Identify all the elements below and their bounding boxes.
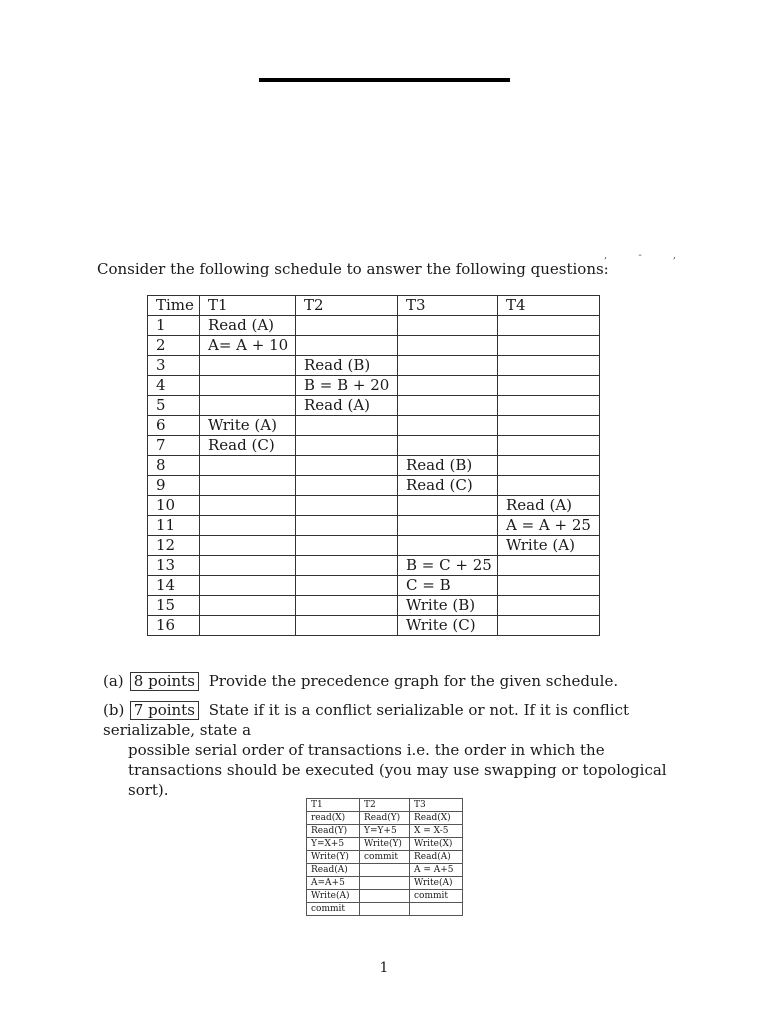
schedule-header-row — [148, 296, 600, 316]
schedule-cell: 11 — [148, 516, 200, 536]
schedule-cell — [398, 516, 498, 536]
schedule-cell — [498, 556, 600, 576]
second-schedule-row — [307, 838, 463, 851]
schedule-cell: 15 — [148, 596, 200, 616]
question-a-points: 8 points — [130, 672, 199, 691]
second-schedule-cell: Y=Y+5 — [360, 825, 410, 838]
schedule-header-cell: T2 — [296, 296, 398, 316]
schedule-row — [148, 416, 600, 436]
schedule-table — [147, 295, 600, 636]
second-schedule-row — [307, 864, 463, 877]
schedule-cell — [498, 456, 600, 476]
schedule-cell — [296, 556, 398, 576]
schedule-row — [148, 396, 600, 416]
second-schedule-cell: Read(Y) — [307, 825, 360, 838]
second-schedule-cell — [360, 877, 410, 890]
second-schedule-header-cell: T3 — [410, 799, 463, 812]
schedule-cell — [296, 516, 398, 536]
schedule-cell: B = B + 20 — [296, 376, 398, 396]
second-schedule-cell — [360, 890, 410, 903]
schedule-cell: Read (A) — [498, 496, 600, 516]
schedule-row — [148, 496, 600, 516]
schedule-cell — [200, 376, 296, 396]
second-schedule-row — [307, 903, 463, 916]
schedule-cell: Write (A) — [200, 416, 296, 436]
schedule-cell — [296, 336, 398, 356]
schedule-cell — [498, 316, 600, 336]
second-schedule-header-cell: T2 — [360, 799, 410, 812]
schedule-cell: Write (B) — [398, 596, 498, 616]
second-schedule-row — [307, 877, 463, 890]
schedule-cell — [200, 576, 296, 596]
schedule-cell — [296, 476, 398, 496]
schedule-cell: 3 — [148, 356, 200, 376]
second-schedule-cell — [360, 864, 410, 877]
second-schedule-cell: read(X) — [307, 812, 360, 825]
question-b-points: 7 points — [130, 701, 199, 720]
schedule-row — [148, 376, 600, 396]
schedule-header-cell: T3 — [398, 296, 498, 316]
schedule-cell — [296, 616, 398, 636]
header-rule — [259, 78, 510, 82]
question-b-text: State if it is a conflict serializable or not. If it is conflict serializable, state a — [103, 701, 630, 739]
question-b — [103, 700, 693, 800]
schedule-cell — [398, 316, 498, 336]
schedule-header-cell: T4 — [498, 296, 600, 316]
schedule-cell — [296, 496, 398, 516]
schedule-cell — [398, 496, 498, 516]
schedule-header-cell: Time — [148, 296, 200, 316]
schedule-cell: 1 — [148, 316, 200, 336]
second-schedule-cell — [410, 903, 463, 916]
schedule-cell: Read (A) — [296, 396, 398, 416]
second-schedule-cell: commit — [360, 851, 410, 864]
schedule-cell: 12 — [148, 536, 200, 556]
schedule-cell — [296, 536, 398, 556]
second-schedule-row — [307, 890, 463, 903]
schedule-cell: Read (C) — [398, 476, 498, 496]
schedule-cell — [498, 616, 600, 636]
schedule-cell: 10 — [148, 496, 200, 516]
schedule-cell: 9 — [148, 476, 200, 496]
schedule-cell — [498, 576, 600, 596]
second-schedule-cell: Read(A) — [307, 864, 360, 877]
second-schedule-cell: Read(Y) — [360, 812, 410, 825]
schedule-cell — [200, 356, 296, 376]
schedule-cell: 14 — [148, 576, 200, 596]
schedule-row — [148, 516, 600, 536]
schedule-cell: 16 — [148, 616, 200, 636]
schedule-cell — [200, 596, 296, 616]
question-b-label: (b) — [103, 701, 125, 719]
schedule-cell — [296, 316, 398, 336]
question-a — [103, 671, 618, 691]
schedule-cell — [200, 396, 296, 416]
schedule-cell: 2 — [148, 336, 200, 356]
stray-marks: , - , — [604, 250, 691, 261]
second-schedule-table — [306, 798, 463, 916]
schedule-row — [148, 476, 600, 496]
schedule-cell: C = B — [398, 576, 498, 596]
second-schedule-cell: Write(Y) — [360, 838, 410, 851]
page-number: 1 — [379, 960, 389, 976]
schedule-cell: 8 — [148, 456, 200, 476]
schedule-cell — [498, 436, 600, 456]
second-schedule-cell — [360, 903, 410, 916]
schedule-cell — [398, 376, 498, 396]
schedule-cell: A= A + 10 — [200, 336, 296, 356]
second-schedule-cell: X = X-5 — [410, 825, 463, 838]
schedule-cell — [398, 536, 498, 556]
second-schedule-row — [307, 825, 463, 838]
schedule-cell — [398, 396, 498, 416]
schedule-row — [148, 536, 600, 556]
schedule-cell — [398, 416, 498, 436]
schedule-cell — [200, 556, 296, 576]
schedule-cell — [498, 356, 600, 376]
schedule-row — [148, 596, 600, 616]
schedule-cell — [296, 596, 398, 616]
second-schedule-cell: A=A+5 — [307, 877, 360, 890]
schedule-cell: 6 — [148, 416, 200, 436]
schedule-cell — [498, 476, 600, 496]
second-schedule-cell: Write(A) — [410, 877, 463, 890]
second-schedule-row — [307, 812, 463, 825]
schedule-cell — [398, 356, 498, 376]
schedule-cell — [498, 376, 600, 396]
schedule-cell — [296, 456, 398, 476]
second-schedule-cell: Read(X) — [410, 812, 463, 825]
schedule-cell — [200, 496, 296, 516]
schedule-cell — [498, 336, 600, 356]
schedule-header-cell: T1 — [200, 296, 296, 316]
second-schedule-cell: commit — [307, 903, 360, 916]
schedule-cell: 13 — [148, 556, 200, 576]
second-schedule-cell: Write(X) — [410, 838, 463, 851]
schedule-cell — [200, 456, 296, 476]
second-schedule-cell: A = A+5 — [410, 864, 463, 877]
schedule-cell — [200, 616, 296, 636]
schedule-cell: B = C + 25 — [398, 556, 498, 576]
schedule-row — [148, 356, 600, 376]
schedule-cell — [498, 416, 600, 436]
schedule-cell — [200, 476, 296, 496]
schedule-cell: Write (C) — [398, 616, 498, 636]
schedule-cell: Read (B) — [296, 356, 398, 376]
second-schedule-row — [307, 851, 463, 864]
schedule-row — [148, 436, 600, 456]
intro-text: Consider the following schedule to answer the following questions: — [97, 260, 609, 278]
second-schedule-header-cell: T1 — [307, 799, 360, 812]
schedule-cell: A = A + 25 — [498, 516, 600, 536]
schedule-cell — [296, 436, 398, 456]
schedule-cell: Read (A) — [200, 316, 296, 336]
second-schedule-cell: Read(A) — [410, 851, 463, 864]
schedule-cell: Write (A) — [498, 536, 600, 556]
second-schedule-cell: Y=X+5 — [307, 838, 360, 851]
schedule-row — [148, 456, 600, 476]
second-schedule-cell: Write(A) — [307, 890, 360, 903]
question-a-label: (a) — [103, 672, 124, 690]
schedule-cell — [296, 576, 398, 596]
schedule-cell — [398, 336, 498, 356]
schedule-cell: 5 — [148, 396, 200, 416]
second-schedule-cell: Write(Y) — [307, 851, 360, 864]
schedule-cell — [200, 516, 296, 536]
schedule-row — [148, 316, 600, 336]
question-b-continuation: possible serial order of transactions i.e. the order in which the transactions should be executed (you may use swapping or topological sort). — [128, 741, 667, 799]
schedule-cell — [200, 536, 296, 556]
second-schedule-cell: commit — [410, 890, 463, 903]
schedule-row — [148, 576, 600, 596]
schedule-cell: Read (C) — [200, 436, 296, 456]
schedule-cell: 7 — [148, 436, 200, 456]
schedule-cell — [498, 596, 600, 616]
schedule-row — [148, 556, 600, 576]
schedule-cell: 4 — [148, 376, 200, 396]
schedule-row — [148, 616, 600, 636]
question-a-text: Provide the precedence graph for the given schedule. — [208, 672, 619, 690]
schedule-cell — [498, 396, 600, 416]
second-schedule-header-row — [307, 799, 463, 812]
schedule-row — [148, 336, 600, 356]
schedule-cell — [296, 416, 398, 436]
schedule-cell: Read (B) — [398, 456, 498, 476]
schedule-cell — [398, 436, 498, 456]
